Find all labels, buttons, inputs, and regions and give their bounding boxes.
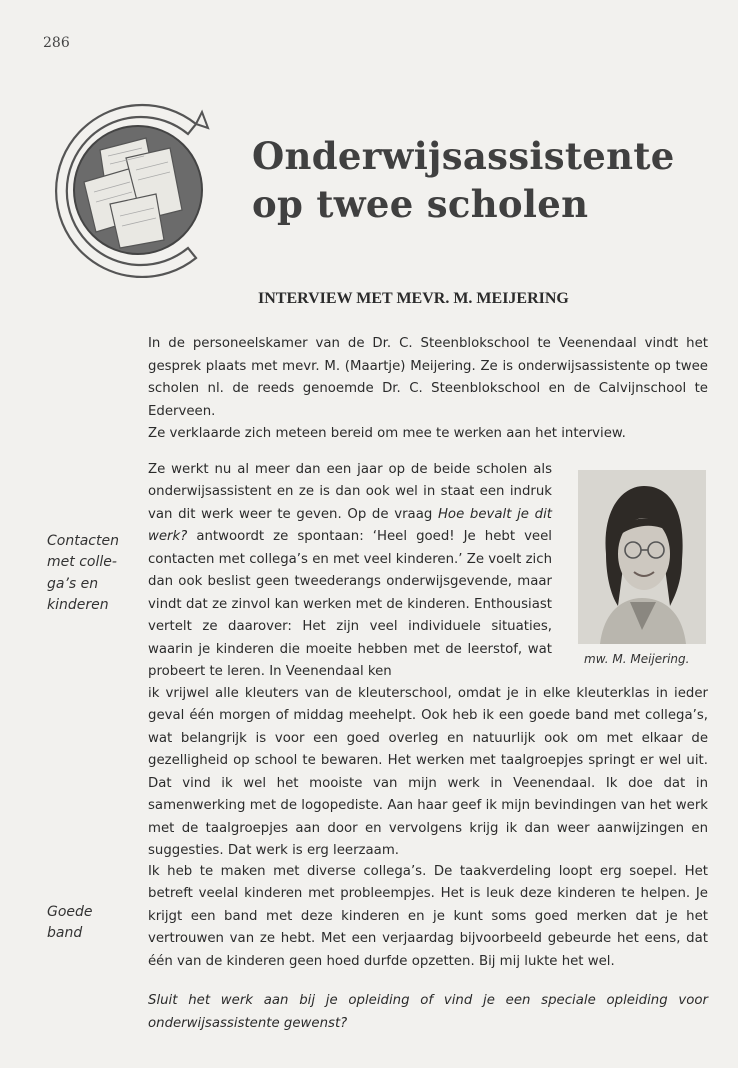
margin-note-line: ga’s en (47, 575, 99, 592)
letter-c-papers-icon (46, 98, 216, 278)
interview-question: Sluit het werk aan bij je opleiding of vind je een speciale opleiding voor onderwijsassistente gewenst? (148, 993, 708, 1031)
intro-paragraph-2: Ze verklaarde zich meteen bereid om mee te werken aan het interview. (148, 426, 626, 442)
body-text: Ze werkt nu al meer dan een jaar op de beide scholen als onderwijsassistent en ze is dan ook wel in staat een indruk van dit werk weer te geven. Op de vraag (148, 462, 552, 522)
article-subtitle: INTERVIEW MET MEVR. M. MEIJERING (258, 290, 569, 307)
intro-paragraph: In de personeelskamer van de Dr. C. Steenblokschool te Veenendaal vindt het gesprek plaats met mevr. M. (Maartje) Meijering. Ze is onderwijsassistente op twee scholen nl. de reeds genoemde Dr. C. Steenblokschool en de Calvijnschool te Ederveen. (148, 336, 708, 419)
intro-section (148, 333, 708, 446)
inline-question: Hoe bevalt je dit werk? (148, 506, 552, 545)
margin-note-line: Goede (47, 904, 93, 920)
body-paragraph (148, 459, 552, 684)
portrait-photo (578, 470, 706, 644)
margin-note-line: kinderen (47, 597, 109, 614)
margin-note-contacts (47, 531, 119, 617)
margin-note-line: met colle- (47, 554, 117, 571)
body-paragraph: Ik heb te maken met diverse collega’s. De taakverdeling loopt erg soepel. Het betreft veelal kinderen met probleempjes. Het is leuk deze kinderen te helpen. Je krijgt een band met deze kinderen en je kunt soms goed merken dat je het vertrouwen van ze hebt. Met een verjaardag bijvoorbeeld gebeurde het eens, dat één van de kinderen geen hoed durfde opzetten. Bij mij lukte het wel. (148, 864, 708, 969)
margin-note-line: band (47, 925, 83, 942)
page-number: 286 (43, 35, 70, 51)
body-paragraph: ik vrijwel alle kleuters van de kleuterschool, omdat je in elke kleuterklas in ieder geval één morgen of middag meehelpt. Ook heb ik een goede band met collega’s, wat belangrijk is voor een goed overleg en natuurlijk ook om met elkaar de gezelligheid op school te bewaren. Het werken met taalgroepjes springt er wel uit. Dat vind ik wel het mooiste van mijn werk in Veenendaal. Ik doe dat in samenwerking met de logopediste. Aan haar geef ik mijn bevindingen van het werk met de taalgroepjes aan door en vervolgens krijg ik dan weer aanwijzingen en suggesties. Dat werk is erg leerzaam. (148, 686, 708, 859)
title-line-2: op twee scholen (252, 182, 589, 226)
article-title (252, 132, 675, 228)
margin-note-band (47, 902, 93, 945)
margin-note-line: Contacten (47, 533, 119, 549)
body-text: antwoordt ze spontaan: ‘Heel goed! Je hebt veel contacten met collega’s en met veel kinderen.’ Ze voelt zich dan ook beslist geen tweederangs onderwijsgevende, maar vindt dat ze zinvol kan werken met de kinderen. Enthousiast vertelt ze daarover: Het zijn veel individuele situaties, waarin je kinderen die moeite hebben met de leerstof, wat probeert te leren. In Veenendaal ken (148, 529, 552, 680)
photo-caption: mw. M. Meijering. (584, 652, 690, 666)
title-line-1: Onderwijsassistente (252, 134, 675, 178)
